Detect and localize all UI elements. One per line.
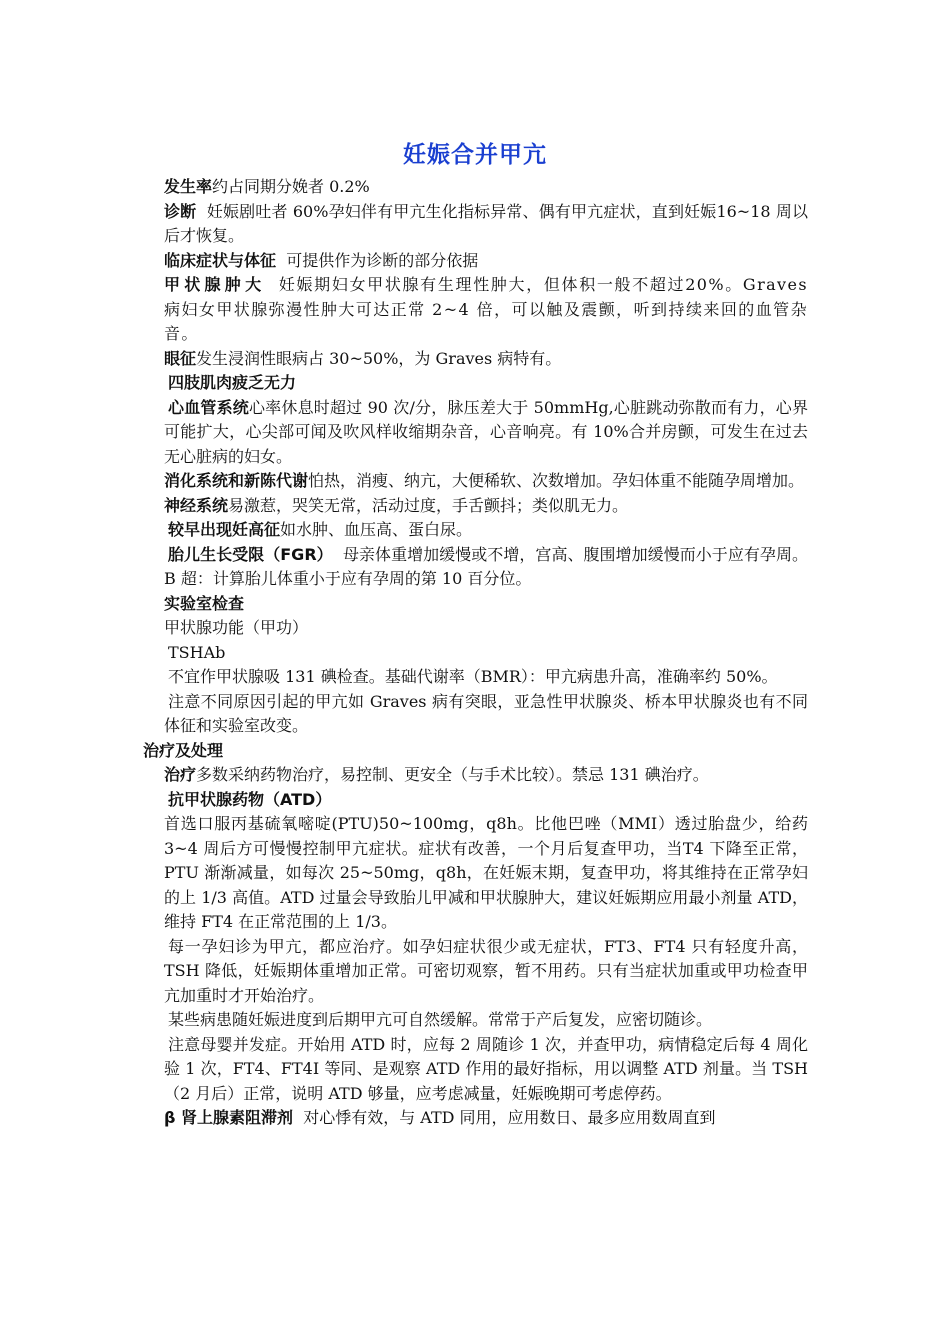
incidence-text: 约占同期分娩者 0.2%: [212, 177, 370, 196]
fgr-text: 母亲体重增加缓慢或不增，宫高、腹围增加缓慢而小于应有孕周。B 超：计算胎儿体重小于应有孕周的第 10 百分位。: [164, 544, 808, 588]
clinical-label: 临床症状与体征: [164, 250, 277, 270]
clinical-text: 可提供作为诊断的部分依据: [276, 250, 479, 270]
fgr-paragraph: [164, 543, 808, 592]
atd-paragraph-3: 某些病患随妊娠进度到后期甲亢可自然缓解。常常于产后复发，应密切随诊。: [168, 1010, 713, 1029]
atd-paragraph-2: 每一孕妇诊为甲亢，都应治疗。如孕妇症状很少或无症状，FT3、FT4 只有轻度升高，TSH 降低，妊娠期体重增加正常。可密切观察，暂不用药。只有当症状加重或甲功检查甲亢加重时才开始治疗。: [164, 936, 808, 1005]
lab-item-note: 注意不同原因引起的甲亢如 Graves 病有突眼，亚急性甲状腺炎、桥本甲状腺炎也有不同体征和实验室改变。: [164, 691, 808, 735]
beta-blocker-label: β 肾上腺素阻滞剂: [164, 1108, 294, 1127]
muscle-paragraph: [164, 371, 808, 396]
atd-heading: 抗甲状腺药物（ATD）: [168, 789, 332, 809]
digestive-text: 怕热，消瘦、纳亢，大便稀软、次数增加。孕妇体重不能随孕周增加。: [308, 471, 805, 490]
digestive-label: 消化系统和新陈代谢: [164, 471, 309, 490]
treatment-general-text: 多数采纳药物治疗，易控制、更安全（与手术比较）。禁忌 131 碘治疗。: [196, 765, 709, 784]
pih-text: 如水肿、血压高、蛋白尿。: [280, 520, 473, 539]
document-body: [143, 175, 815, 1131]
beta-blocker-paragraph: [164, 1106, 808, 1131]
beta-blocker-text: 对心悸有效，与 ATD 同用，应用数日、最多应用数周直到: [293, 1108, 716, 1127]
cardio-paragraph: [164, 396, 808, 470]
lab-item-tshab: TSHAb: [168, 642, 226, 662]
treatment-general-label: 治疗: [164, 765, 197, 784]
diagnosis-text: 妊娠剧吐者 60%孕妇伴有甲亢生化指标异常、偶有甲亢症状，直到妊娠16~18 周以后才恢复。: [164, 201, 808, 245]
lab-heading: 实验室检查: [164, 593, 245, 613]
eye-paragraph: [164, 347, 808, 372]
pih-paragraph: [164, 518, 808, 543]
nervous-paragraph: [164, 494, 808, 519]
digestive-paragraph: [164, 469, 808, 494]
atd-paragraph-1: 首选口服丙基硫氧嘧啶(PTU)50~100mg，q8h。比他巴唑（MMI）透过胎盘少，给药 3~4 周后方可慢慢控制甲亢症状。症状有改善，一个月后复查甲功，当T4 下降至正常，PTU 渐渐减量，如每次 25~50mg，q8h，在妊娠末期，复查甲功，将其维持在正常孕妇的上 1/3 高值。ATD 过量会导致胎儿甲减和甲状腺肿大，建议妊娠期应用最小剂量 ATD，维持 FT4 在正常范围的上 1/3。: [164, 814, 808, 931]
thyroid-paragraph: [164, 273, 815, 347]
atd-paragraph-4: 注意母婴并发症。开始用 ATD 时，应每 2 周随诊 1 次，并查甲功，病情稳定后每 4 周化验 1 次，FT4、FT4I 等同、是观察 ATD 作用的最好指标，用以调整 ATD 剂量。当 TSH（2 月后）正常，说明 ATD 够量，应考虑减量，妊娠晚期可考虑停药。: [164, 1034, 808, 1103]
thyroid-text: 妊娠期妇女甲状腺有生理性肿大，但体积一般不超过20%。Graves 病妇女甲状腺弥漫性肿大可达正常 2~4 倍，可以触及震颤，听到持续来回的血管杂音。: [164, 275, 815, 343]
document-title: 妊娠合并甲亢: [403, 142, 547, 168]
cardio-label: 心血管系统: [168, 397, 249, 417]
clinical-paragraph: [164, 249, 808, 274]
muscle-label: 四肢肌肉疲乏无力: [168, 373, 297, 392]
eye-label: 眼征: [164, 348, 197, 368]
diagnosis-label: 诊断: [164, 201, 197, 221]
pih-label: 较早出现妊高征: [168, 520, 281, 539]
eye-text: 发生浸润性眼病占 30~50%，为 Graves 病特有。: [196, 348, 562, 368]
diagnosis-paragraph: [164, 200, 808, 249]
treatment-general-paragraph: [164, 763, 808, 788]
incidence-label: 发生率: [164, 177, 213, 196]
incidence-paragraph: [164, 175, 808, 200]
lab-item-thyroid-function: 甲状腺功能（甲功）: [164, 618, 309, 637]
thyroid-label: 甲状腺肿大: [164, 275, 266, 294]
treatment-heading: 治疗及处理: [143, 740, 224, 760]
lab-item-bmr: 不宜作甲状腺吸 131 碘检查。基础代谢率（BMR）：甲亢病患升高，准确率约 50%。: [168, 667, 778, 686]
fgr-label: 胎儿生长受限（FGR）: [168, 544, 333, 564]
nervous-text: 易激惹，哭笑无常，活动过度，手舌颤抖；类似肌无力。: [228, 495, 629, 515]
cardio-text: 心率休息时超过 90 次/分，脉压差大于 50mmHg,心脏跳动弥散而有力，心界可能扩大，心尖部可闻及吹风样收缩期杂音，心音响亮。有 10%合并房颤，可发生在过去无心脏病的妇女。: [164, 397, 808, 466]
nervous-label: 神经系统: [164, 495, 229, 515]
